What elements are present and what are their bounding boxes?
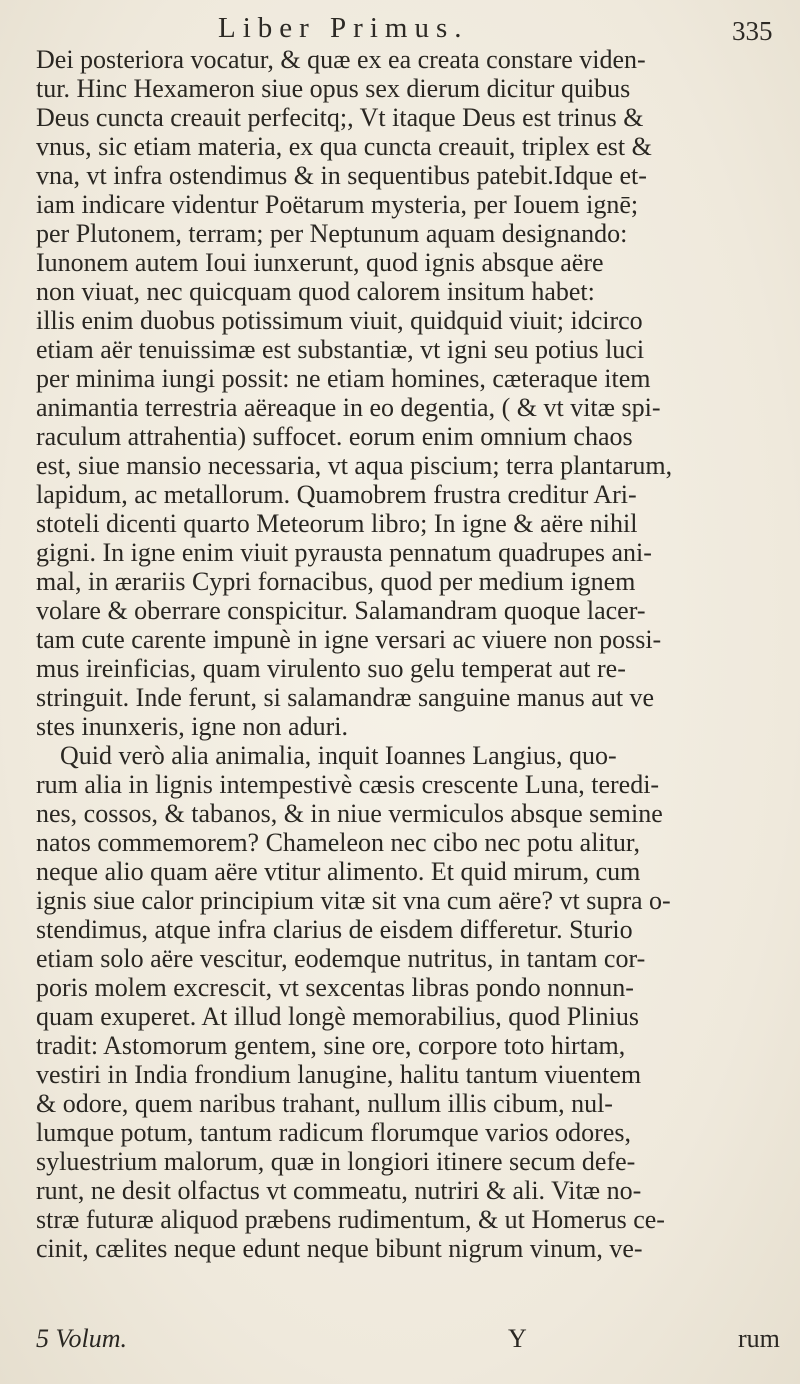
text-line: illis enim duobus potissimum viuit, quidquid viuit; idcirco — [36, 306, 643, 335]
text-line: animantia terrestria aëreaque in eo degentia, ( & vt vitæ spi- — [36, 393, 661, 422]
text-line: mal, in ærariis Cypri fornacibus, quod per medium ignem — [36, 567, 636, 596]
text-line: stoteli dicenti quarto Meteorum libro; In igne & aëre nihil — [36, 509, 638, 538]
text-line: nes, cossos, & tabanos, & in niue vermiculos absque semine — [36, 799, 663, 828]
text-line: Dei posteriora vocatur, & quæ ex ea creata constare viden- — [36, 45, 646, 74]
text-line: per minima iungi possit: ne etiam homines, cæteraque item — [36, 364, 651, 393]
text-line: volare & oberrare conspicitur. Salamandram quoque lacer- — [36, 596, 646, 625]
running-head: Liber Primus. — [218, 12, 469, 44]
text-line: etiam aër tenuissimæ est substantiæ, vt igni seu potius luci — [36, 335, 645, 364]
page-header — [0, 6, 800, 46]
text-line: non viuat, nec quicquam quod calorem insitum habet: — [36, 277, 595, 306]
text-line: vna, vt infra ostendimus & in sequentibus patebit.Idque et- — [36, 161, 647, 190]
text-line: runt, ne desit olfactus vt commeatu, nutriri & ali. Vitæ no- — [36, 1176, 642, 1205]
volume-signature: 5 Volum. — [36, 1324, 127, 1353]
page-footer — [0, 1324, 800, 1360]
text-line: mus ireinficias, quam virulento suo gelu temperat aut re- — [36, 654, 626, 683]
text-line: stendimus, atque infra clarius de eisdem differetur. Sturio — [36, 915, 633, 944]
text-line: rum alia in lignis intempestivè cæsis crescente Luna, teredi- — [36, 770, 660, 799]
text-line: syluestrium malorum, quæ in longiori itinere secum defe- — [36, 1147, 636, 1176]
text-line: vnus, sic etiam materia, ex qua cuncta creauit, triplex est & — [36, 132, 652, 161]
signature-mark: Y — [508, 1324, 527, 1353]
text-line: etiam solo aëre vescitur, eodemque nutritus, in tantam cor- — [36, 944, 646, 973]
page-number: 335 — [732, 16, 773, 46]
text-line: tradit: Astomorum gentem, sine ore, corpore toto hirtam, — [36, 1031, 626, 1060]
text-line: lumque potum, tantum radicum florumque varios odores, — [36, 1118, 631, 1147]
text-line: Quid verò alia animalia, inquit Ioannes Langius, quo- — [60, 741, 617, 770]
text-line: vestiri in India frondium lanugine, halitu tantum viuentem — [36, 1060, 642, 1089]
text-line: lapidum, ac metallorum. Quamobrem frustra creditur Ari- — [36, 480, 637, 509]
text-line: est, siue mansio necessaria, vt aqua piscium; terra plantarum, — [36, 451, 673, 480]
text-line: quam exuperet. At illud longè memorabilius, quod Plinius — [36, 1002, 639, 1031]
catchword: rum — [738, 1324, 780, 1353]
text-line: poris molem excrescit, vt sexcentas libras pondo nonnun- — [36, 973, 634, 1002]
text-line: gigni. In igne enim viuit pyrausta pennatum quadrupes ani- — [36, 538, 652, 567]
text-line: natos commemorem? Chameleon nec cibo nec potu alitur, — [36, 828, 640, 857]
text-line: tam cute carente impunè in igne versari ac viuere non possi- — [36, 625, 662, 654]
text-line: Deus cuncta creauit perfecitq;, Vt itaque Deus est trinus & — [36, 103, 644, 132]
text-line: stringuit. Inde ferunt, si salamandræ sanguine manus aut ve — [36, 683, 655, 712]
text-line: & odore, quem naribus trahant, nullum illis cibum, nul- — [36, 1089, 613, 1118]
text-line: cinit, cælites neque edunt neque bibunt nigrum vinum, ve- — [36, 1234, 643, 1263]
text-line: iam indicare videntur Poëtarum mysteria, per Iouem ignē; — [36, 190, 639, 219]
text-line: raculum attrahentia) suffocet. eorum enim omnium chaos — [36, 422, 633, 451]
text-line: per Plutonem, terram; per Neptunum aquam designando: — [36, 219, 628, 248]
text-line: stræ futuræ aliquod præbens rudimentum, & ut Homerus ce- — [36, 1205, 665, 1234]
text-line: ignis siue calor principium vitæ sit vna cum aëre? vt supra o- — [36, 886, 671, 915]
text-line: Iunonem autem Ioui iunxerunt, quod ignis absque aëre — [36, 248, 604, 277]
text-line: stes inunxeris, igne non aduri. — [36, 712, 348, 741]
text-line: tur. Hinc Hexameron siue opus sex dierum dicitur quibus — [36, 74, 631, 103]
text-line: neque alio quam aëre vtitur alimento. Et quid mirum, cum — [36, 857, 641, 886]
